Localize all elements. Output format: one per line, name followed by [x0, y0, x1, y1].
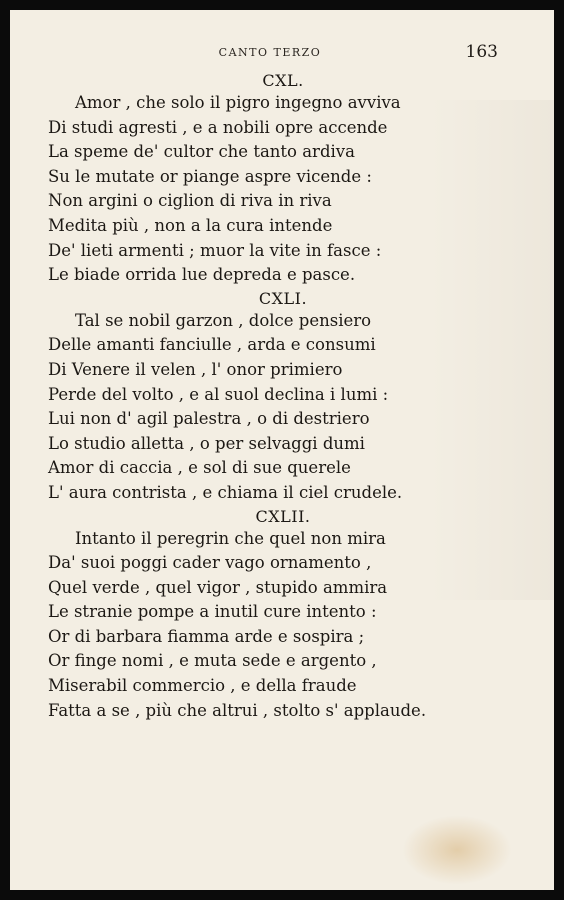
poem-text: [48, 70, 508, 723]
verse-line: Quel verde , quel vigor , stupido ammira: [48, 577, 388, 597]
verse-line: Da' suoi poggi cader vago ornamento ,: [48, 553, 372, 573]
verse-line: Medita più , non a la cura intende: [48, 215, 333, 235]
verse-line: Tal se nobil garzon , dolce pensiero: [75, 310, 372, 330]
verse-line: Intanto il peregrin che quel non mira: [75, 528, 386, 548]
verse-line: Di studi agresti , e a nobili opre accende: [48, 117, 388, 137]
stanza: [48, 506, 508, 724]
verse-line: Or finge nomi , e muta sede e argento ,: [48, 651, 377, 671]
stanza-number: CXLI.: [258, 288, 308, 308]
verse-line: De' lieti armenti ; muor la vite in fasce :: [48, 240, 382, 260]
verse-line: Le stranie pompe a inutil cure intento :: [48, 602, 377, 622]
page-header: [10, 44, 554, 68]
verse-line: L' aura contrista , e chiama il ciel crudele.: [48, 482, 403, 502]
page-number: 163: [465, 42, 498, 62]
stanza: [48, 70, 508, 288]
stanza-number: CXL.: [262, 71, 304, 90]
verse-line: Non argini o ciglion di riva in riva: [48, 191, 332, 211]
verse-line: Fatta a se , più che altrui , stolto s' applaude.: [48, 700, 427, 720]
verse-line: Perde del volto , e al suol declina i lumi :: [48, 384, 389, 404]
stanza: [48, 288, 508, 506]
verse-line: Lui non d' agil palestra , o di destriero: [48, 409, 370, 429]
verse-line: Delle amanti fanciulle , arda e consumi: [48, 335, 376, 355]
verse-line: La speme de' cultor che tanto ardiva: [48, 142, 355, 162]
verse-line: Amor , che solo il pigro ingegno avviva: [75, 93, 401, 112]
verse-line: Lo studio alletta , o per selvaggi dumi: [48, 433, 365, 453]
verse-line: Amor di caccia , e sol di sue querele: [48, 458, 351, 478]
verse-line: Di Venere il velen , l' onor primiero: [48, 359, 343, 379]
verse-line: Le biade orrida lue depreda e pasce.: [48, 265, 356, 285]
verse-line: Miserabil commercio , e della fraude: [48, 676, 357, 696]
verse-line: Or di barbara fiamma arde e sospira ;: [48, 626, 365, 646]
book-page: [10, 10, 554, 890]
stanza-number: CXLII.: [255, 506, 311, 526]
running-head: CANTO TERZO: [218, 46, 322, 59]
verse-line: Su le mutate or piange aspre vicende :: [48, 166, 372, 186]
foxing-stain: [402, 815, 512, 885]
